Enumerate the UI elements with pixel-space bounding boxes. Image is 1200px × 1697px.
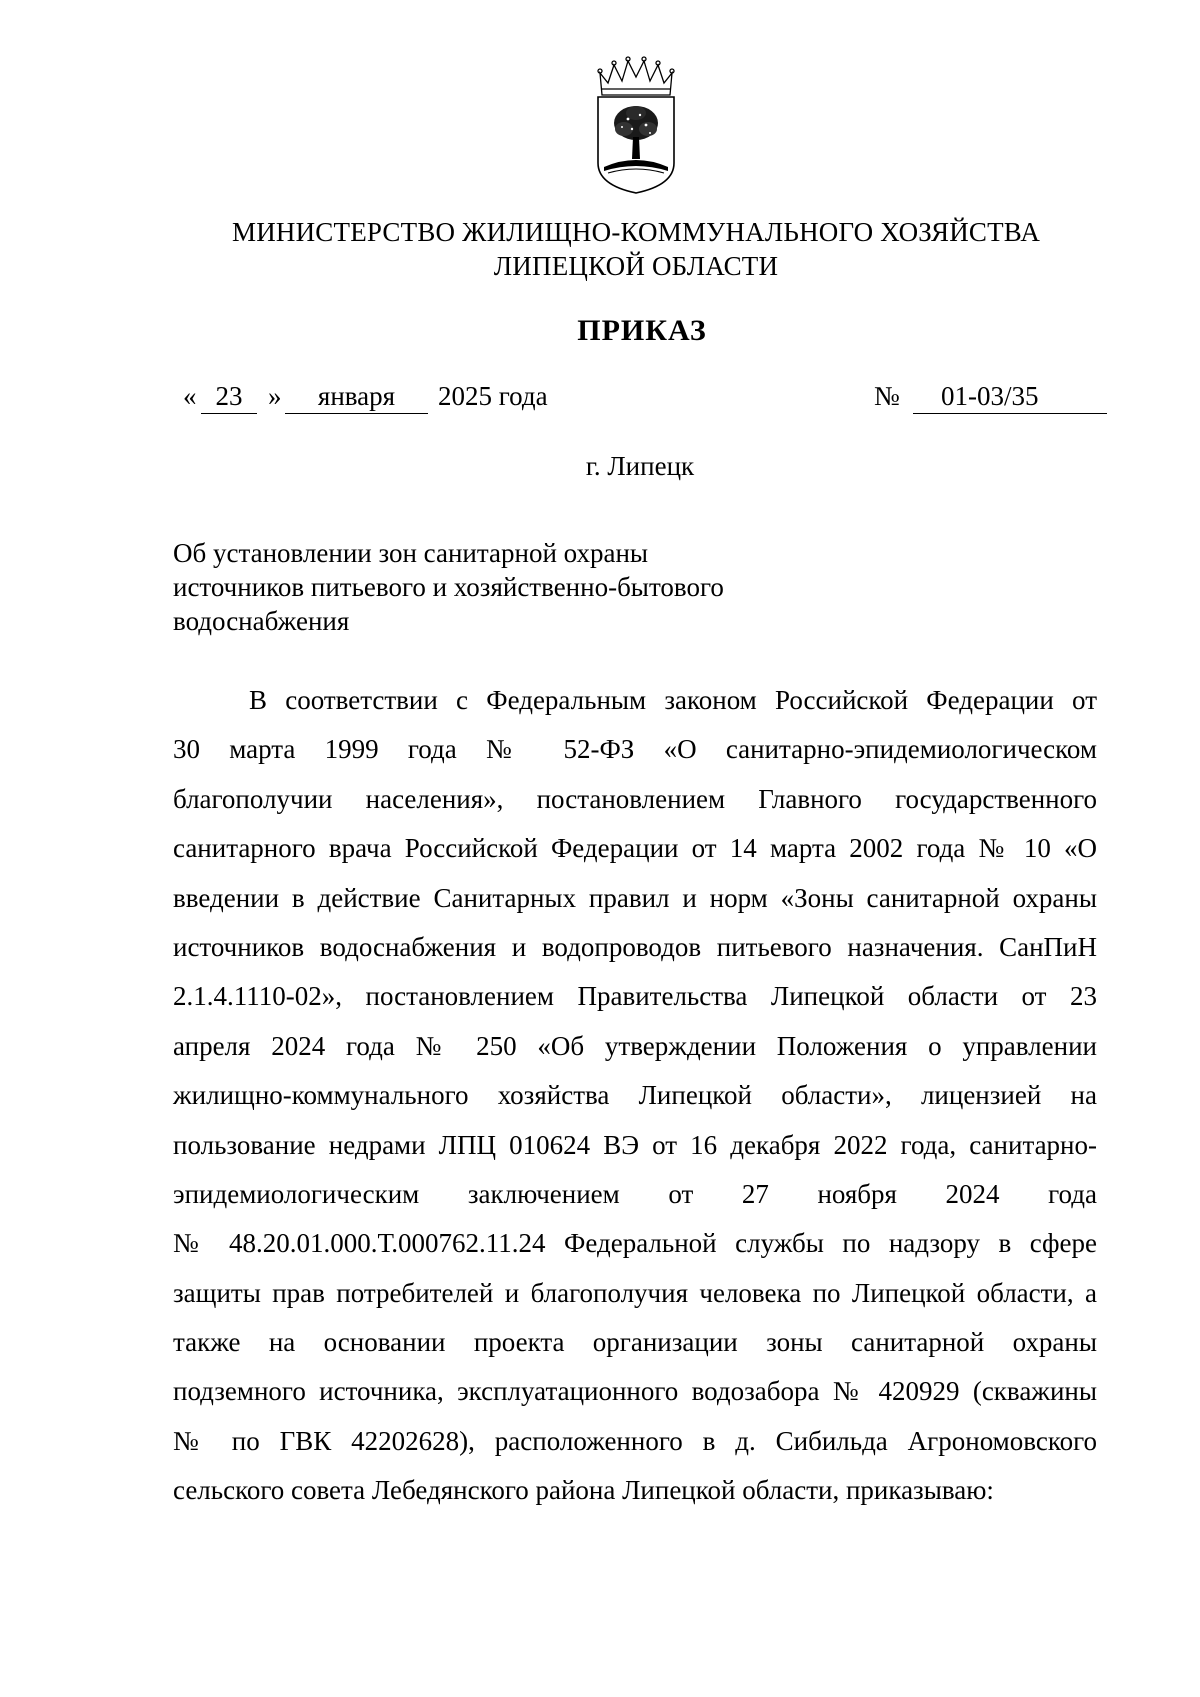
order-preamble <box>173 676 1097 1516</box>
order-number-field <box>913 381 1107 414</box>
lipetsk-coat-of-arms-icon <box>590 55 682 197</box>
city-line: г. Липецк <box>585 451 695 481</box>
date-number-line <box>0 381 1200 421</box>
document-type-title: ПРИКАЗ <box>577 314 707 347</box>
subject-line: Об установлении зон санитарной охраны <box>173 538 649 568</box>
body-line: введении в действие Санитарных правил и норм «Зоны санитарной охраны <box>173 882 1097 913</box>
body-line: 2.1.4.1110-02», постановлением Правительства Липецкой области от 23 <box>173 981 1097 1012</box>
body-line: подземного источника, эксплуатационного водозабора № 420929 (скважины <box>173 1376 1097 1407</box>
ministry-name-line2: ЛИПЕЦКОЙ ОБЛАСТИ <box>493 251 779 281</box>
order-number-value: 01-03/35 <box>941 381 1039 411</box>
body-line: 30 марта 1999 года № 52-ФЗ «О санитарно-эпидемиологическом <box>173 734 1097 765</box>
body-line: также на основании проекта организации зоны санитарной охраны <box>173 1327 1097 1358</box>
ministry-name-line1: МИНИСТЕРСТВО ЖИЛИЩНО-КОММУНАЛЬНОГО ХОЗЯЙСТВА <box>231 217 1041 247</box>
month-value: января <box>317 381 396 411</box>
body-line: санитарного врача Российской Федерации от 14 марта 2002 года № 10 «О <box>173 833 1097 864</box>
close-quote: » <box>268 381 282 411</box>
body-line: апреля 2024 года № 250 «Об утверждении Положения о управлении <box>173 1030 1097 1061</box>
body-line: пользование недрами ЛПЦ 010624 ВЭ от 16 декабря 2022 года, санитарно- <box>173 1129 1097 1160</box>
month-field <box>285 381 428 414</box>
body-line: эпидемиологическим заключением от 27 ноября 2024 года <box>173 1178 1097 1209</box>
open-quote: « <box>183 381 197 411</box>
number-sign: № <box>874 381 900 411</box>
body-line: благополучии населения», постановлением Главного государственного <box>173 783 1097 814</box>
body-line: источников водоснабжения и водопроводов питьевого назначения. СанПиН <box>173 931 1097 962</box>
body-line: № 48.20.01.000.Т.000762.11.24 Федеральной службы по надзору в сфере <box>173 1228 1097 1259</box>
body-line: защиты прав потребителей и благополучия человека по Липецкой области, а <box>173 1277 1097 1308</box>
subject-line: водоснабжения <box>173 606 350 636</box>
body-line: жилищно-коммунального хозяйства Липецкой области», лицензией на <box>173 1080 1097 1111</box>
body-line: В соответствии с Федеральным законом Российской Федерации от <box>249 685 1097 715</box>
body-line: сельского совета Лебедянского района Липецкой области, приказываю: <box>173 1475 994 1506</box>
day-field <box>201 381 257 414</box>
year-text: 2025 года <box>438 381 548 411</box>
body-line: № по ГВК 42202628), расположенного в д. Сибильда Агрономовского <box>173 1425 1097 1456</box>
subject-line: источников питьевого и хозяйственно-бытового <box>173 572 724 602</box>
order-subject <box>173 536 813 638</box>
day-value: 23 <box>215 381 243 411</box>
